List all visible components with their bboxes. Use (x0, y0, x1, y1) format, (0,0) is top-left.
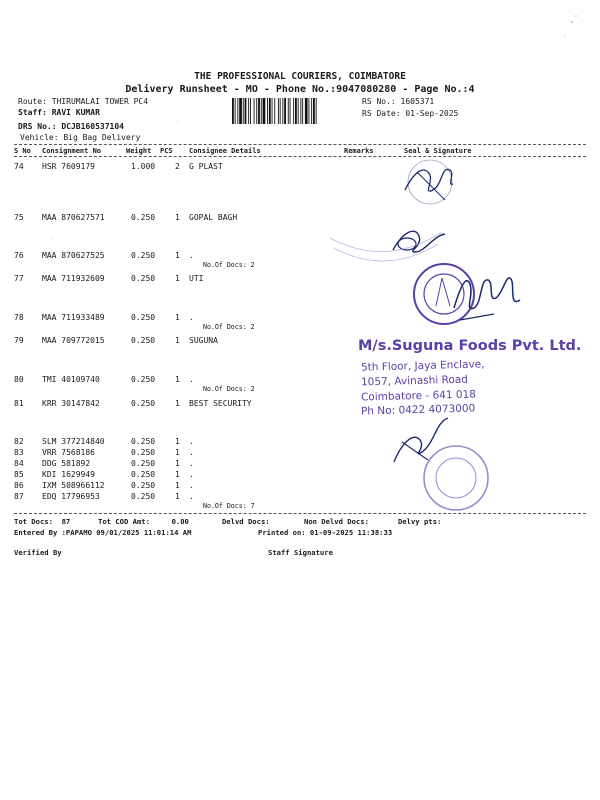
row-weight: 0.250 (131, 459, 156, 468)
row-weight: 0.250 (131, 336, 156, 345)
row-sno: 86 (14, 481, 24, 490)
row-consignee: . (189, 459, 194, 468)
staff-signature: Staff Signature (268, 548, 333, 557)
row-weight: 0.250 (131, 251, 156, 260)
row-consignee: . (189, 437, 194, 446)
row-pcs: 1 (175, 274, 180, 283)
stamp-line-1: 5th Floor, Jaya Enclave, (360, 358, 485, 374)
row-consignee: UTI (189, 274, 204, 283)
row-consignment-no: MAA 711933489 (42, 313, 105, 322)
row-consignee: G PLAST (189, 162, 223, 171)
col-consignment: Consignment No (42, 147, 102, 155)
row-consignment-no: KRR 30147842 (42, 399, 100, 408)
row-consignment-no: MAA 870627571 (42, 213, 105, 222)
entered-by: Entered By :PAPAMO 09/01/2025 11:01:14 AM (14, 528, 192, 537)
row-consignment-no: DDG 581892 (42, 459, 91, 468)
row-pcs: 1 (175, 336, 180, 345)
col-pcs: PCS (160, 147, 173, 155)
col-seal-signature: Seal & Signature (404, 147, 472, 155)
total-cod: Tot COD Amt: 0.00 (98, 517, 189, 526)
row-weight: 0.250 (131, 375, 156, 384)
row-sno: 77 (14, 274, 24, 283)
row-pcs: 1 (175, 375, 180, 384)
row-consignee: . (189, 251, 194, 260)
runsheet-title: Delivery Runsheet - MO - Phone No.:9047080280 - Page No.:4 (125, 84, 475, 95)
col-consignee: Consignee Details (189, 147, 261, 155)
row-pcs: 2 (175, 162, 180, 171)
row-pcs: 1 (175, 481, 180, 490)
row-consignment-no: MAA 709772015 (42, 336, 105, 345)
row-docs-count: No.Of Docs: 2 (203, 323, 255, 331)
rs-date: RS Date: 01-Sep-2025 (362, 109, 459, 118)
delivered-docs: Delvd Docs: (222, 517, 270, 526)
row-sno: 75 (14, 213, 24, 222)
drs-label: DRS No.: DCJB160537104 (18, 122, 124, 131)
row-consignee: . (189, 375, 194, 384)
row-consignee: . (189, 470, 194, 479)
stamp-company-name: M/s.Suguna Foods Pvt. Ltd. (358, 338, 582, 354)
col-sno: S No (14, 147, 31, 155)
row-sno: 74 (14, 162, 24, 171)
row-consignee: BEST SECURITY (189, 399, 252, 408)
row-consignee: GOPAL BAGH (189, 213, 238, 222)
row-docs-count: No.Of Docs: 7 (203, 502, 255, 510)
total-docs: Tot Docs: 87 (14, 517, 71, 526)
row-pcs: 1 (175, 437, 180, 446)
row-sno: 84 (14, 459, 24, 468)
row-weight: 0.250 (131, 448, 156, 457)
row-pcs: 1 (175, 251, 180, 260)
row-weight: 0.250 (131, 492, 156, 501)
row-sno: 76 (14, 251, 24, 260)
row-consignee: SUGUNA (189, 336, 218, 345)
row-sno: 79 (14, 336, 24, 345)
verified-by: Verified By (14, 548, 62, 557)
row-weight: 1.000 (131, 162, 156, 171)
delivery-points: Delvy pts: (398, 517, 442, 526)
row-pcs: 1 (175, 448, 180, 457)
stamp-line-3: Coimbatore - 641 018 (360, 388, 477, 404)
row-docs-count: No.Of Docs: 2 (203, 385, 255, 393)
non-delivered-docs: Non Delvd Docs: (304, 517, 369, 526)
row-consignee: . (189, 448, 194, 457)
vehicle-label: Vehicle: Big Bag Delivery (20, 133, 141, 142)
row-weight: 0.250 (131, 470, 156, 479)
row-sno: 78 (14, 313, 24, 322)
row-sno: 81 (14, 399, 24, 408)
staff-label: Staff: RAVI KUMAR (18, 108, 100, 117)
row-docs-count: No.Of Docs: 2 (203, 261, 255, 269)
row-weight: 0.250 (131, 213, 156, 222)
row-weight: 0.250 (131, 481, 156, 490)
row-pcs: 1 (175, 399, 180, 408)
row-consignee: . (189, 313, 194, 322)
row-weight: 0.250 (131, 437, 156, 446)
row-consignment-no: EDQ 17796953 (42, 492, 100, 501)
row-consignment-no: MAA 711932609 (42, 274, 105, 283)
row-consignment-no: KDI 1629949 (42, 470, 95, 479)
company-title: THE PROFESSIONAL COURIERS, COIMBATORE (194, 71, 406, 82)
row-weight: 0.250 (131, 313, 156, 322)
stamp-line-2: 1057, Avinashi Road (360, 373, 469, 389)
row-pcs: 1 (175, 213, 180, 222)
row-consignee: . (189, 492, 194, 501)
row-weight: 0.250 (131, 399, 156, 408)
route-label: Route: THIRUMALAI TOWER PC4 (18, 97, 149, 106)
row-weight: 0.250 (131, 274, 156, 283)
row-pcs: 1 (175, 313, 180, 322)
row-consignment-no: SLM 377214840 (42, 437, 105, 446)
row-consignment-no: TMI 40109740 (42, 375, 100, 384)
row-consignment-no: VRR 7568186 (42, 448, 95, 457)
row-pcs: 1 (175, 470, 180, 479)
stamp-line-4: Ph No: 0422 4073000 (360, 402, 476, 418)
row-sno: 83 (14, 448, 24, 457)
row-consignment-no: IXM 508966112 (42, 481, 105, 490)
row-consignment-no: HSR 7609179 (42, 162, 95, 171)
row-sno: 85 (14, 470, 24, 479)
row-sno: 87 (14, 492, 24, 501)
col-weight: Weight (126, 147, 152, 155)
row-pcs: 1 (175, 459, 180, 468)
printed-on: Printed on: 01-09-2025 11:38:33 (258, 528, 393, 537)
row-consignment-no: MAA 870627525 (42, 251, 105, 260)
row-pcs: 1 (175, 492, 180, 501)
col-remarks: Remarks (344, 147, 374, 155)
row-consignee: . (189, 481, 194, 490)
row-sno: 80 (14, 375, 24, 384)
rs-number: RS No.: 1605371 (362, 97, 435, 106)
row-sno: 82 (14, 437, 24, 446)
